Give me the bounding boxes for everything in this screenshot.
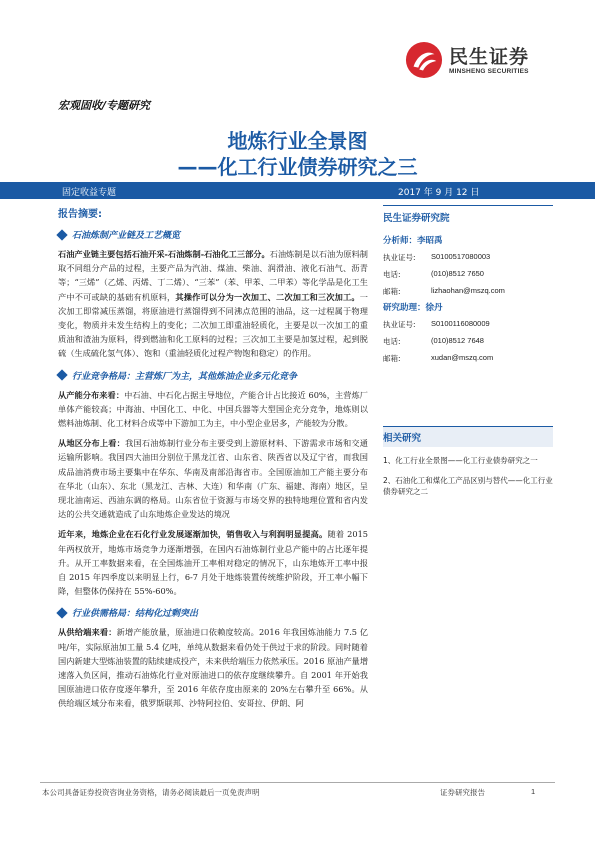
analyst-name: 分析师：李昭禹 [383, 236, 443, 246]
paragraph-lead: 从供给端来看： [58, 627, 117, 638]
diamond-bullet-icon [56, 229, 67, 240]
report-date: 2017 年 9 月 12 日 [398, 188, 480, 198]
report-subtitle: ——化工行业债券研究之三 [177, 155, 418, 179]
paragraph-lead: 从产能分布来看： [58, 389, 125, 400]
footer-disclaimer: 本公司具备证券投资咨询业务资格，请务必阅读最后一页免责声明 [42, 788, 260, 797]
contact-label: 电话: [383, 270, 401, 279]
summary-heading: 报告摘要: [58, 209, 102, 220]
contact-label: 电话: [383, 337, 401, 346]
analyst-name: 研究助理：徐丹 [383, 303, 443, 313]
contact-label: 执业证号: [383, 320, 416, 329]
contact-value: S0100116080009 [431, 319, 490, 328]
contact-row [383, 319, 553, 330]
contact-value: (010)8512 7650 [431, 269, 484, 278]
paragraph-text: 新增产能放量，原油进口依赖度较高。2016 年我国炼油能力 7.5 亿吨/年，实际原油加工量 5.4 亿吨，单纯从数据来看仍处于供过于求的阶段。同时随着国内新建大型炼油装置的陆续建成投产，未来供给端压力依然承压。2016 原油产量增速落入负区间，推动石油炼化行业对原油进口的依存度继续攀升。自 2001 年开始我国原油进口依存度逐年攀升，至 2016 年依存度由原来的 20%左右攀升至 66%。从供给端区域分布来看，俄罗斯联邦、沙特阿拉伯、安哥拉、伊朗、阿 [58, 627, 369, 709]
paragraph-lead: 从地区分布上看： [58, 438, 126, 449]
brand-name-cn: 民生证券 [449, 45, 530, 68]
minsheng-logo-icon [405, 41, 443, 79]
email-link[interactable]: xudan@mszq.com [431, 353, 494, 362]
paragraph-text: 中石油、中石化占据主导地位，产能合计占比接近 60%，主营炼厂单体产能较高；中海油、中国化工、中化、中国兵器等大型国企充分竞争，地炼则以燃料油炼制、化工材料合成等中下游加工为主，中小型企业居多，产能较为分散。 [58, 389, 368, 429]
related-research-heading: 相关研究 [383, 426, 553, 447]
info-band [0, 182, 595, 199]
report-type-label: 固定收益专题 [62, 188, 117, 198]
summary-column [58, 205, 368, 711]
paragraph-text: 我国石油炼制行业分布主要受到上游原材料、下游需求市场和交通运输所影响。我国四大油田分别位于黑龙江省、山东省、陕西省以及辽宁省，而我国成品油消费市场主要集中在华东、华南及南部沿海省市。全国原油加工产能主要分布在华北（山东）、东北（黑龙江、吉林、大连）和华南（广东、福建、海南）地区，呈现北油南运、西油东调的格局。山东省位于资源与市场交界的独特地理位置和省内发达的公共交通就造成了山东地炼企业发达的境况 [58, 438, 368, 520]
related-research-link[interactable]: 2、石油化工和煤化工产品区别与替代——化工行业债券研究之二 [383, 475, 553, 496]
summary-paragraph [58, 527, 368, 598]
contact-row [383, 336, 553, 347]
paragraph-text-2: 一次加工即常减压蒸馏，将原油进行蒸馏得到不同沸点范围的油品，这一过程属于物理变化，物质并未发生结构上的变化；二次加工即重油轻质化，主要是以一次加工的重质油和渣油为原料，得到燃油和化工原料的过程；三次加工主要是加氢过程，起到脱硫（生成硫化氢气体）、饱和（重油轻质化过程产物饱和稳定）的作用。 [58, 291, 368, 359]
diamond-bullet-icon [56, 607, 67, 618]
summary-paragraph [58, 247, 368, 361]
summary-paragraph [58, 436, 368, 521]
institute-name: 民生证券研究院 [383, 213, 450, 224]
paragraph-text: 随着 2015 年两权放开，地炼市场竞争力逐渐增强，在国内石油炼制行业总产能中的占比逐年提升。从开工率数据来看，在全国炼油开工率相对稳定的情况下，山东地炼开工率中报自 2015 年四季度以来明显上行，6-7 月处于地炼装置传统维护阶段，开工率小幅下降，但整体仍保持在 55%-60%。 [58, 529, 368, 597]
section-heading [58, 606, 368, 619]
contact-row [383, 252, 553, 263]
summary-paragraph [58, 625, 368, 710]
sidebar [383, 205, 553, 498]
section-heading-text: 石油炼制产业链及工艺概览 [72, 231, 181, 241]
brand-name-en: MINSHENG SECURITIES [449, 67, 529, 75]
footer-report-type: 证券研究报告 [440, 788, 485, 797]
section-heading-text: 行业供需格局：结构化过剩突出 [72, 609, 199, 620]
contact-row [383, 269, 553, 280]
contact-label: 邮箱: [383, 287, 401, 296]
institute-box [383, 205, 553, 364]
contact-row [383, 286, 553, 297]
report-category: 宏观固收/专题研究 [58, 99, 151, 112]
section-heading [58, 369, 368, 382]
contact-value: S0100517080003 [431, 252, 491, 261]
contact-row [383, 353, 553, 364]
related-research-link[interactable]: 1、化工行业全景图——化工行业债券研究之一 [383, 456, 538, 465]
paragraph-lead: 近年来，地炼企业在石化行业发展逐渐加快，销售收入与利润明显提高。 [58, 529, 328, 540]
paragraph-lead: 石油产业链主要包括石油开采-石油炼制-石油化工三部分。 [58, 249, 270, 259]
brand-logo [405, 40, 555, 80]
page-number: 1 [531, 787, 536, 796]
footer-divider [40, 782, 555, 783]
section-heading [58, 228, 368, 241]
paragraph-text: 石油炼制是以石油为原料制取不同组分产品的过程，主要产品为汽油、煤油、柴油、润滑油、液化石油气、沥青等；“三烯”（乙烯、丙烯、丁二烯）、“三苯”（苯、甲苯、二甲苯）等化学品是化工生产中不可或缺的基础有机原料， [58, 249, 368, 302]
contact-label: 执业证号: [383, 253, 416, 262]
section-heading-text: 行业竞争格局：主营炼厂为主，其他炼油企业多元化竞争 [72, 371, 298, 382]
report-title: 地炼行业全景图 [227, 129, 368, 153]
diamond-bullet-icon [56, 369, 67, 380]
email-link[interactable]: lizhaohan@mszq.com [431, 286, 505, 295]
paragraph-lead-2: 其操作可以分为一次加工、二次加工和三次加工。 [175, 291, 360, 302]
contact-label: 邮箱: [383, 354, 401, 363]
contact-value: (010)8512 7648 [431, 336, 484, 345]
summary-paragraph [58, 388, 368, 431]
